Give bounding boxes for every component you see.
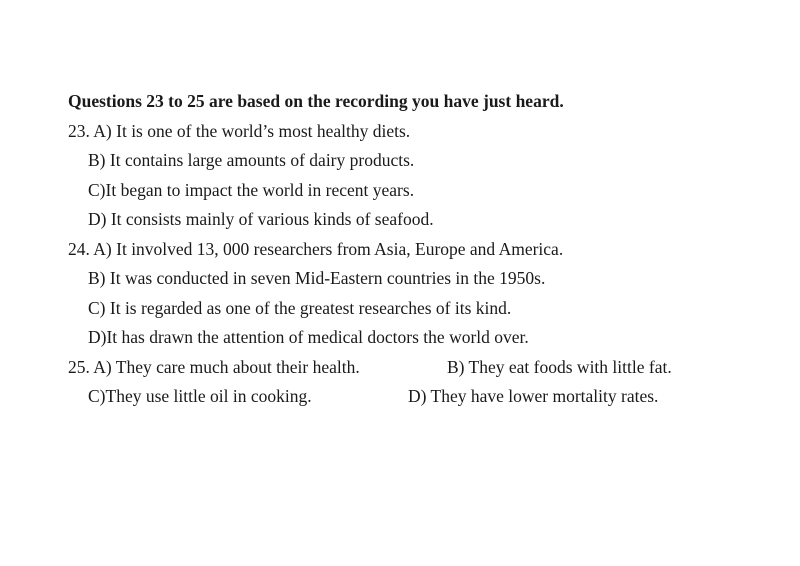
q23-option-b: B) It contains large amounts of dairy products. — [88, 150, 415, 170]
q23-option-c: C)It began to impact the world in recent years. — [88, 179, 415, 200]
q23-option-d: D) It consists mainly of various kinds of seafood. — [88, 209, 434, 229]
q23-option-a: 23. A) It is one of the world’s most healthy diets. — [68, 120, 411, 141]
q24-option-c: C) It is regarded as one of the greatest researches of its kind. — [88, 297, 512, 318]
q24-option-b: B) It was conducted in seven Mid-Eastern countries in the 1950s. — [88, 268, 546, 288]
section-heading: Questions 23 to 25 are based on the recording you have just heard. — [68, 91, 564, 111]
q25-option-b: B) They eat foods with little fat. — [447, 356, 672, 377]
q25-row-cd — [68, 382, 768, 412]
q24-option-d: D)It has drawn the attention of medical doctors the world over. — [88, 327, 529, 347]
q25-option-a: 25. A) They care much about their health. — [68, 356, 360, 377]
q24-option-a: 24. A) It involved 13, 000 researchers from Asia, Europe and America. — [68, 238, 564, 259]
q25-row-ab — [68, 353, 768, 383]
question-block — [68, 87, 768, 412]
q25-option-c: C)They use little oil in cooking. — [88, 386, 312, 406]
q25-option-d: D) They have lower mortality rates. — [408, 386, 659, 406]
